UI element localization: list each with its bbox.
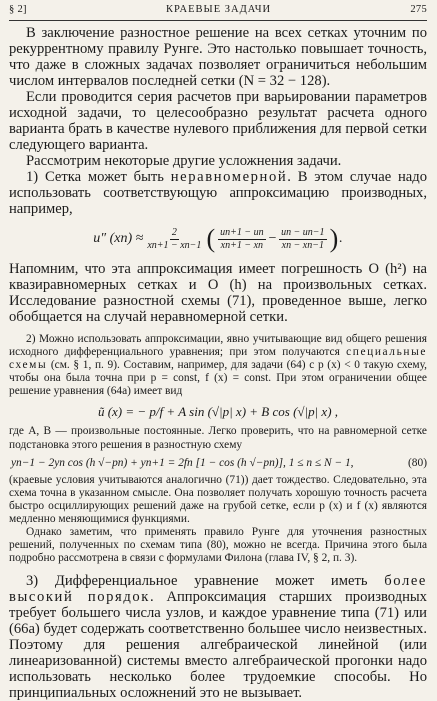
minus-sign: − [267, 231, 278, 246]
fraction-main [145, 227, 203, 252]
text-fragment: 3) Дифференциальное уравнение может иметь [26, 573, 385, 590]
text-fragment: 2) Можно использовать аппроксимации, явно учитывающие вид общего решения исходного дифференциального уравнения; при этом получаются [9, 333, 427, 359]
fraction-denominator: xn+1 − xn−1 [147, 239, 202, 251]
fraction-backward [279, 227, 327, 252]
fraction-numerator: un+1 − un [220, 226, 264, 238]
text-fragment: . В этом случае надо использовать соответствующую аппроксимацию производных, например, [9, 169, 428, 217]
paragraph-runge: В заключение разностное решение на всех сетках уточним по рекуррентному правилу Рунге. Это настолько повышает точность, что даже в сложных задачах позволяет ограничиться небольшим числом интервалов последней сетки (N = 32 − 128). [9, 25, 427, 89]
equation-number: (80) [408, 456, 427, 469]
section-mark: § 2] [9, 4, 27, 15]
paragraph-error-order: Напомним, что эта аппроксимация имеет погрешность O (h²) на квазиравномерных сетках и O (h) на произвольных сетках. Исследование разностной схемы (71), проведенное выше, легко обобщается на случай неравномерной сетки. [9, 261, 427, 325]
emphasis-text: более высокий порядок [9, 573, 427, 606]
formula-general-solution: ũ (x) = − p/f + A sin (√|p| x) + B cos (√|p| x) , [97, 403, 339, 419]
text-fragment: (см. § 1, п. 9). Составим, например, для задачи (64) с p (x) < 0 такую схему, чтобы она была точна при p = const, f (x) = const. При этом ограничении общее решение уравнения (64а) имеет вид [9, 359, 427, 398]
formula-period: . [339, 231, 343, 246]
text-fragment: 1) Сетка может быть [26, 169, 171, 185]
paragraph-special-schemes [9, 333, 427, 398]
paragraph-series: Если проводится серия расчетов при варьировании параметров исходной задачи, то целесообразно результат расчета одного варианта брать в качестве нулевого приближения для первой сетки следующего варианта. [9, 89, 427, 153]
formula-second-derivative [9, 217, 427, 261]
right-paren: ) [329, 224, 339, 253]
fraction-denominator: xn+1 − xn [220, 239, 264, 251]
formula-expression: yn−1 − 2yn cos (h √−pn) + yn+1 = 2fn [1 − cos (h √−pn)], 1 ≤ n ≤ N − 1, [11, 456, 354, 469]
left-paren: ( [206, 224, 216, 253]
paragraph-nonuniform [9, 169, 427, 217]
emphasis-text: специальные схемы [9, 346, 427, 372]
fraction-denominator: xn − xn−1 [281, 239, 324, 251]
emphasis-text: неравномерной [170, 169, 288, 185]
fraction-forward [218, 227, 266, 252]
formula-80 [9, 452, 427, 474]
page-number: 275 [410, 4, 427, 15]
paragraph-complications: Рассмотрим некоторые другие усложнения задачи. [26, 153, 342, 169]
fraction-numerator: un − un−1 [281, 226, 325, 238]
paragraph-runge-warning: Однако заметим, что применять правило Рунге для уточнения разностных решений, полученных по схемам типа (80), можно не всегда. Причина этого была подробно рассмотрена в связи с формулами Филона (глава IV, § 2, п. 3). [9, 526, 427, 565]
paragraph-identity: (краевые условия учитываются аналогично (71)) дает тождество. Следовательно, эта схема точна в указанном смысле. Она позволяет получать хорошую точность расчета быстро осциллирующих решений даже на грубой сетке, если p (x) и f (x) являются медленно меняющимися функциями. [9, 473, 427, 525]
running-title: КРАЕВЫЕ ЗАДАЧИ [166, 4, 272, 15]
paragraph-higher-order [9, 573, 427, 701]
paragraph-substitution: где A, B — произвольные постоянные. Легко проверить, что на равномерной сетке подстановка этого решения в разностную схему [9, 425, 427, 451]
text-fragment: . Аппроксимация старших производных требует большего числа узлов, и каждое уравнение типа (71) или (66а) будет содержать соответственно большее число неизвестных. Поэтому для решения алгебраической линейной (или линеаризованной) системы вместо алгебраической прогонки надо использовать несколько более трудоемкие способы. Но принципиальных осложнений это не вызывает. [9, 589, 427, 701]
fraction-numerator: 2 [171, 226, 177, 238]
running-header [9, 0, 427, 21]
formula-lhs: u″ (xn) ≈ [93, 231, 144, 246]
